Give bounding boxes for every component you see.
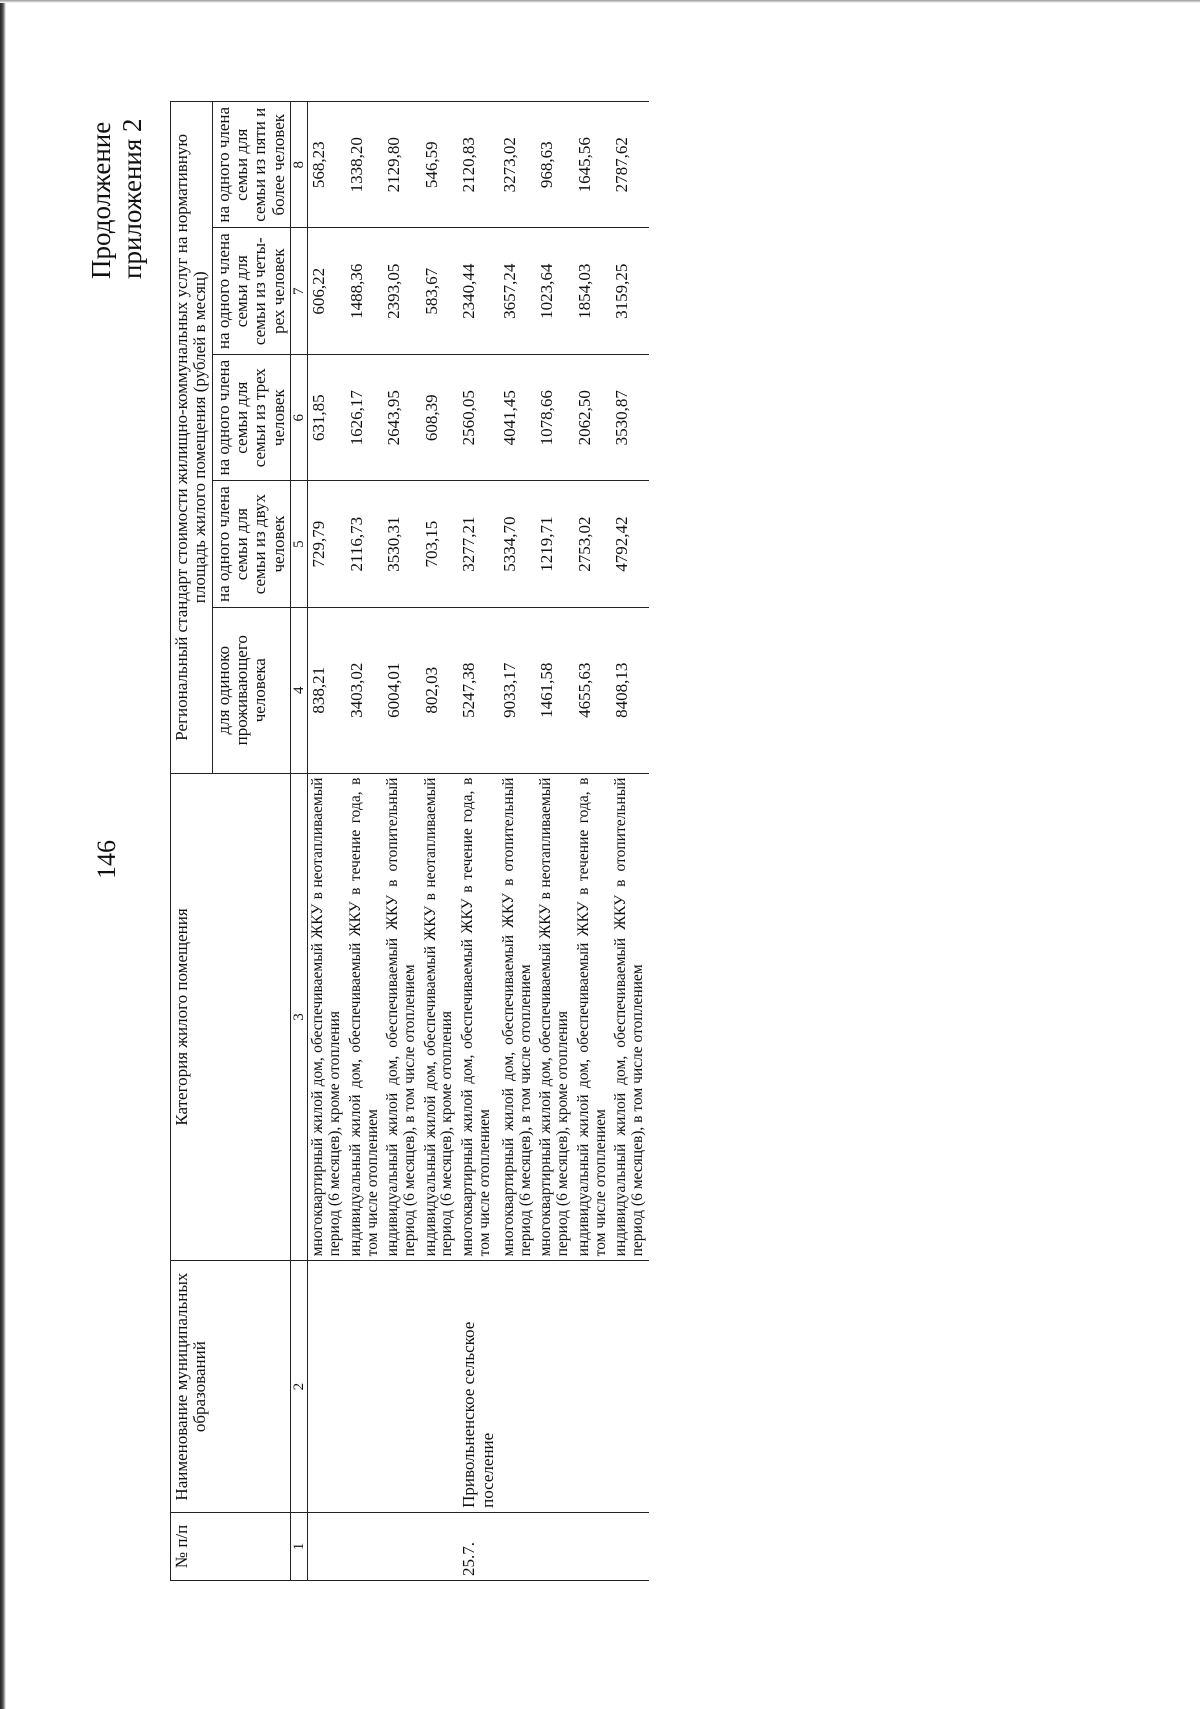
housing-category: индивидуальный жилой дом, обеспечиваемый ЖКУ в отопительный период (6 месяцев), в том числе отоплением [383, 773, 420, 1261]
municipality-name [383, 1261, 420, 1513]
municipality-name [308, 1261, 346, 1513]
value-cell-col-6: 1626,17 [346, 354, 383, 480]
value-cell-col-5: 2116,73 [346, 481, 383, 607]
value-cell-col-5: 1219,71 [536, 481, 573, 607]
value-cell-col-8: 568,23 [308, 102, 346, 229]
value-cell-col-7: 3159,25 [611, 228, 648, 354]
row-number: 25.7. [458, 1512, 499, 1580]
value-cell-col-8: 2787,62 [611, 102, 648, 229]
header-sub-2: на одного члена семьи для семьи из двух человек [212, 481, 290, 607]
housing-category: индивидуальный жилой дом, обеспечиваемый ЖКУ в течение года, в том числе отоплением [346, 773, 383, 1261]
table-row [383, 102, 420, 1581]
tariff-table [170, 101, 649, 1581]
municipality-name [346, 1261, 383, 1513]
housing-category: индивидуальный жилой дом, обеспечиваемый ЖКУ в отопительный период (6 месяцев), в том числе отоплением [611, 773, 648, 1261]
header-sub-4: на одного члена семьи для семьи из четы-рех человек [212, 228, 290, 354]
municipality-name [611, 1261, 648, 1513]
row-number [346, 1512, 383, 1580]
value-cell-col-7: 1023,64 [536, 228, 573, 354]
value-cell-col-6: 1078,66 [536, 354, 573, 480]
header-sub-5: на одного члена семьи для семьи из пяти и более человек [212, 102, 290, 229]
value-cell-col-5: 4792,42 [611, 481, 648, 607]
value-cell-col-8: 1338,20 [346, 102, 383, 229]
value-cell-col-4: 5247,38 [458, 607, 499, 773]
header-name: Наименование муниципальных образований [171, 1261, 291, 1513]
value-cell-col-4: 4655,63 [574, 607, 611, 773]
row-number [499, 1512, 536, 1580]
header-category: Категория жилого помещения [171, 773, 291, 1261]
value-cell-col-6: 2643,95 [383, 354, 420, 480]
value-cell-col-4: 3403,02 [346, 607, 383, 773]
value-cell-col-7: 2393,05 [383, 228, 420, 354]
header-sub-3: на одного члена семьи для семьи из трех человек [212, 354, 290, 480]
value-cell-col-8: 968,63 [536, 102, 573, 229]
value-cell-col-5: 3530,31 [383, 481, 420, 607]
row-number [383, 1512, 420, 1580]
value-cell-col-8: 2129,80 [383, 102, 420, 229]
table-row [458, 102, 499, 1581]
value-cell-col-7: 583,67 [421, 228, 458, 354]
housing-category: многоквартирный жилой дом, обеспечиваемый ЖКУ в отопительный период (6 месяцев), в том числе отоплением [499, 773, 536, 1261]
value-cell-col-5: 729,79 [308, 481, 346, 607]
row-number [536, 1512, 573, 1580]
table-row [421, 102, 458, 1581]
municipality-name [574, 1261, 611, 1513]
value-cell-col-6: 3530,87 [611, 354, 648, 480]
row-number [611, 1512, 648, 1580]
housing-category: многоквартирный жилой дом, обеспечиваемый ЖКУ в течение года, в том числе отоплением [458, 773, 499, 1261]
value-cell-col-4: 9033,17 [499, 607, 536, 773]
value-cell-col-4: 6004,01 [383, 607, 420, 773]
value-cell-col-4: 802,03 [421, 607, 458, 773]
table-row [499, 102, 536, 1581]
value-cell-col-6: 2062,50 [574, 354, 611, 480]
municipality-name: Привольненское сельское поселение [458, 1261, 499, 1513]
value-cell-col-7: 1488,36 [346, 228, 383, 354]
value-cell-col-6: 631,85 [308, 354, 346, 480]
value-cell-col-4: 8408,13 [611, 607, 648, 773]
col-number-4: 4 [291, 607, 308, 773]
header-sub-1: для одиноко проживающего человека [212, 607, 290, 773]
municipality-name [421, 1261, 458, 1513]
row-number [308, 1512, 346, 1580]
table-row [611, 102, 648, 1581]
col-number-3: 3 [291, 773, 308, 1261]
header-group: Региональный стандарт стоимости жилищно-коммунальных услуг на нормативную площадь жилого помещения (рублей в месяц) [171, 102, 213, 774]
value-cell-col-7: 3657,24 [499, 228, 536, 354]
table-body [308, 102, 649, 1581]
row-number [421, 1512, 458, 1580]
value-cell-col-5: 2753,02 [574, 481, 611, 607]
table-row [308, 102, 346, 1581]
row-number [574, 1512, 611, 1580]
value-cell-col-6: 2560,05 [458, 354, 499, 480]
value-cell-col-5: 703,15 [421, 481, 458, 607]
housing-category: многоквартирный жилой дом, обеспечиваемый ЖКУ в неотапливаемый период (6 месяцев), кроме отопления [536, 773, 573, 1261]
value-cell-col-7: 606,22 [308, 228, 346, 354]
page-number: 146 [92, 840, 121, 879]
value-cell-col-4: 838,21 [308, 607, 346, 773]
value-cell-col-5: 5334,70 [499, 481, 536, 607]
municipality-name [499, 1261, 536, 1513]
value-cell-col-8: 3273,02 [499, 102, 536, 229]
value-cell-col-8: 546,59 [421, 102, 458, 229]
housing-category: многоквартирный жилой дом, обеспечиваемый ЖКУ в неотапливаемый период (6 месяцев), кроме отопления [308, 773, 346, 1261]
housing-category: индивидуальный жилой дом, обеспечиваемый ЖКУ в течение года, в том числе отоплением [574, 773, 611, 1261]
value-cell-col-7: 1854,03 [574, 228, 611, 354]
value-cell-col-6: 608,39 [421, 354, 458, 480]
value-cell-col-7: 2340,44 [458, 228, 499, 354]
col-number-7: 7 [291, 228, 308, 354]
col-number-2: 2 [291, 1261, 308, 1513]
table-row [574, 102, 611, 1581]
header-num: № п/п [171, 1512, 291, 1580]
value-cell-col-8: 1645,56 [574, 102, 611, 229]
value-cell-col-6: 4041,45 [499, 354, 536, 480]
municipality-name [536, 1261, 573, 1513]
col-number-6: 6 [291, 354, 308, 480]
value-cell-col-4: 1461,58 [536, 607, 573, 773]
col-number-5: 5 [291, 481, 308, 607]
col-number-1: 1 [291, 1512, 308, 1580]
housing-category: индивидуальный жилой дом, обеспечиваемый ЖКУ в неотапливаемый период (6 месяцев), кроме отопления [421, 773, 458, 1261]
appendix-title: Продолжение приложения 2 [86, 118, 147, 279]
value-cell-col-5: 3277,21 [458, 481, 499, 607]
value-cell-col-8: 2120,83 [458, 102, 499, 229]
col-number-8: 8 [291, 102, 308, 229]
table-row [536, 102, 573, 1581]
table-row [346, 102, 383, 1581]
